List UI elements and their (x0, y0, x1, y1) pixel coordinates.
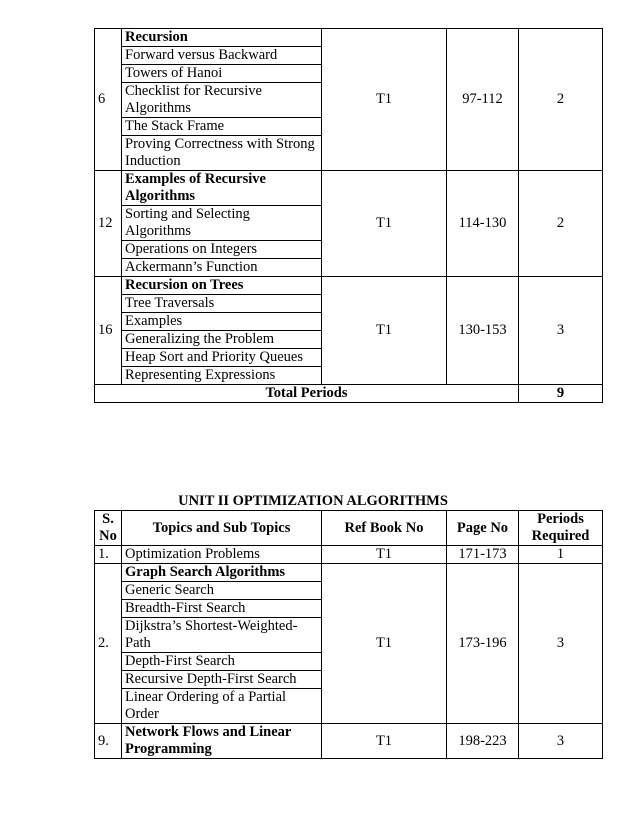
serial-number: 16 (95, 277, 122, 385)
serial-number: 12 (95, 171, 122, 277)
periods-required: 2 (519, 171, 603, 277)
subtopic: Generalizing the Problem (122, 331, 321, 349)
header-page-no: Page No (447, 511, 519, 546)
subtopic: Checklist for Recursive Algorithms (122, 83, 321, 118)
header-ref-book: Ref Book No (322, 511, 447, 546)
unit2-title: UNIT II OPTIMIZATION ALGORITHMS (178, 493, 448, 509)
topics-list (122, 724, 321, 758)
ref-book: T1 (322, 546, 447, 564)
header-topics: Topics and Sub Topics (122, 511, 322, 546)
subtopic: Ackermann’s Function (125, 259, 258, 275)
subtopic: Breadth-First Search (122, 600, 321, 618)
subtopic: The Stack Frame (122, 118, 321, 136)
table-row (95, 277, 603, 385)
table-row (95, 171, 603, 277)
header-periods: Periods Required (519, 511, 603, 546)
ref-book: T1 (322, 724, 447, 759)
unit1-body (95, 29, 603, 403)
topics-cell (122, 171, 322, 277)
topic-heading: Examples of Recursive Algorithms (122, 171, 321, 206)
subtopic: Examples (122, 313, 321, 331)
topics-cell (122, 724, 322, 759)
topic-heading: Recursion (122, 29, 321, 47)
subtopic: Depth-First Search (122, 653, 321, 671)
periods-required: 1 (519, 546, 603, 564)
page-range: 173-196 (447, 564, 519, 724)
page-range: 130-153 (447, 277, 519, 385)
topics-cell (122, 564, 322, 724)
topics-cell (122, 277, 322, 385)
header-sno: S. No (95, 511, 122, 546)
topics-list (122, 171, 321, 276)
periods-required: 3 (519, 564, 603, 724)
total-value: 9 (519, 385, 603, 403)
ref-book: T1 (322, 564, 447, 724)
topics-list (122, 564, 321, 723)
periods-required: 3 (519, 277, 603, 385)
topics-list (122, 546, 321, 563)
subtopic: Proving Correctness with Strong Induction (125, 136, 315, 169)
serial-number: 6 (95, 29, 122, 171)
header-row (95, 511, 603, 546)
ref-book: T1 (322, 171, 447, 277)
subtopic: Forward versus Backward (122, 47, 321, 65)
table-row (95, 564, 603, 724)
topics-cell (122, 546, 322, 564)
subtopic: Heap Sort and Priority Queues (122, 349, 321, 367)
serial-number: 2. (95, 564, 122, 724)
syllabus-table-unit2 (94, 510, 603, 759)
total-row (95, 385, 603, 403)
subtopic: Tree Traversals (122, 295, 321, 313)
topic-heading: Recursion on Trees (122, 277, 321, 295)
table-row (95, 29, 603, 171)
subtopic: Sorting and Selecting Algorithms (122, 206, 321, 241)
ref-book: T1 (322, 277, 447, 385)
table-row (95, 724, 603, 759)
page-range: 114-130 (447, 171, 519, 277)
serial-number: 9. (95, 724, 122, 759)
subtopic: Generic Search (122, 582, 321, 600)
ref-book: T1 (322, 29, 447, 171)
topic-heading: Network Flows and Linear Programming (125, 724, 292, 757)
subtopic: Recursive Depth-First Search (122, 671, 321, 689)
topics-list (122, 29, 321, 170)
unit2-body (95, 546, 603, 759)
subtopic: Operations on Integers (122, 241, 321, 259)
topics-cell (122, 29, 322, 171)
topics-list (122, 277, 321, 384)
subtopic: Representing Expressions (125, 367, 276, 383)
subtopic: Optimization Problems (125, 546, 260, 562)
subtopic: Towers of Hanoi (122, 65, 321, 83)
page-range: 198-223 (447, 724, 519, 759)
subtopic: Dijkstra’s Shortest-Weighted-Path (122, 618, 321, 653)
periods-required: 2 (519, 29, 603, 171)
serial-number: 1. (95, 546, 122, 564)
periods-required: 3 (519, 724, 603, 759)
table-row (95, 546, 603, 564)
page-range: 171-173 (447, 546, 519, 564)
page-range: 97-112 (447, 29, 519, 171)
syllabus-table-unit1 (94, 28, 603, 403)
topic-heading: Graph Search Algorithms (122, 564, 321, 582)
subtopic: Linear Ordering of a Partial Order (125, 689, 287, 722)
total-label: Total Periods (95, 385, 519, 403)
